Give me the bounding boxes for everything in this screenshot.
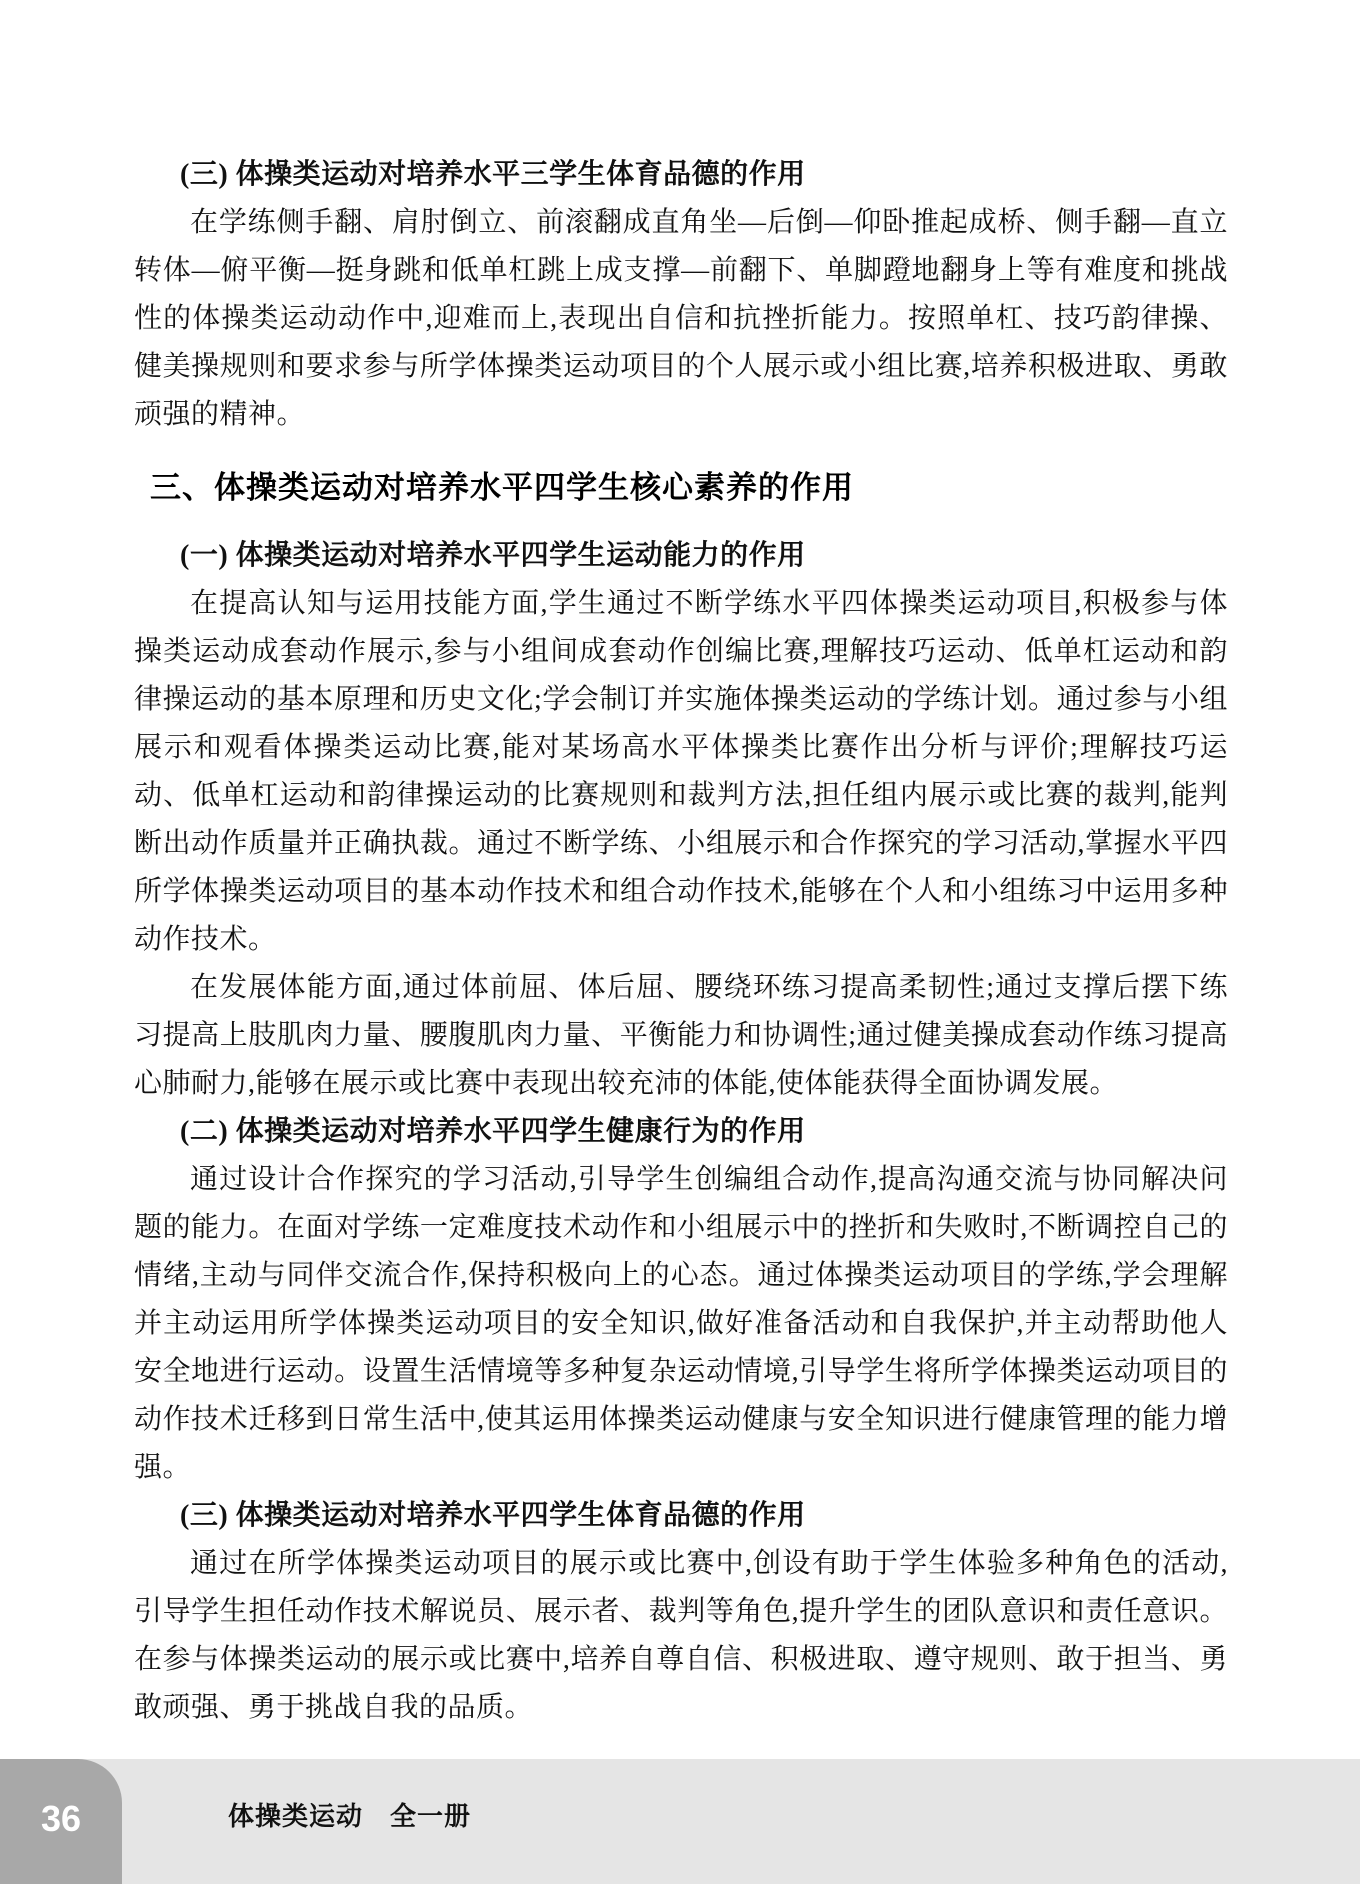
page-number-tab	[0, 1759, 122, 1884]
paragraph-level3-morality: 在学练侧手翻、肩肘倒立、前滚翻成直角坐—后倒—仰卧推起成桥、侧手翻—直立转体—俯平衡—挺身跳和低单杠跳上成支撑—前翻下、单脚蹬地翻身上等有难度和挑战性的体操类运动动作中,迎难而上,表现出自信和抗挫折能力。按照单杠、技巧韵律操、健美操规则和要求参与所学体操类运动项目的个人展示或小组比赛,培养积极进取、勇敢顽强的精神。	[134, 207, 1228, 430]
page-content	[134, 151, 1228, 1732]
footer-bar	[0, 1759, 1360, 1884]
paragraph-level4-sports-morality: 通过在所学体操类运动项目的展示或比赛中,创设有助于学生体验多种角色的活动,引导学生担任动作技术解说员、展示者、裁判等角色,提升学生的团队意识和责任意识。在参与体操类运动的展示或比赛中,培养自尊自信、积极进取、遵守规则、敢于担当、勇敢顽强、勇于挑战自我的品质。	[134, 1548, 1228, 1723]
page-number: 36	[40, 1797, 82, 1839]
subheading-level4-motor-ability: (一) 体操类运动对培养水平四学生运动能力的作用	[180, 540, 806, 571]
subheading-level4-sports-morality: (三) 体操类运动对培养水平四学生体育品德的作用	[180, 1500, 806, 1531]
subheading-level4-healthy-behavior: (二) 体操类运动对培养水平四学生健康行为的作用	[180, 1116, 806, 1147]
section-heading-level4-core-literacy: 三、体操类运动对培养水平四学生核心素养的作用	[150, 470, 854, 505]
paragraph-level4-cognition-skills: 在提高认知与运用技能方面,学生通过不断学练水平四体操类运动项目,积极参与体操类运动成套动作展示,参与小组间成套动作创编比赛,理解技巧运动、低单杠运动和韵律操运动的基本原理和历史文化;学会制订并实施体操类运动的学练计划。通过参与小组展示和观看体操类运动比赛,能对某场高水平体操类比赛作出分析与评价;理解技巧运动、低单杠运动和韵律操运动的比赛规则和裁判方法,担任组内展示或比赛的裁判,能判断出动作质量并正确执裁。通过不断学练、小组展示和合作探究的学习活动,掌握水平四所学体操类运动项目的基本动作技术和组合动作技术,能够在个人和小组练习中运用多种动作技术。	[134, 588, 1228, 955]
paragraph-level4-physical-fitness: 在发展体能方面,通过体前屈、体后屈、腰绕环练习提高柔韧性;通过支撑后摆下练习提高上肢肌肉力量、腰腹肌肉力量、平衡能力和协调性;通过健美操成套动作练习提高心肺耐力,能够在展示或比赛中表现出较充沛的体能,使体能获得全面协调发展。	[134, 972, 1228, 1099]
subheading-level3-sports-morality: (三) 体操类运动对培养水平三学生体育品德的作用	[180, 159, 806, 190]
footer-book-title: 体操类运动 全一册	[228, 1800, 472, 1831]
paragraph-level4-healthy-behavior: 通过设计合作探究的学习活动,引导学生创编组合动作,提高沟通交流与协同解决问题的能力。在面对学练一定难度技术动作和小组展示中的挫折和失败时,不断调控自己的情绪,主动与同伴交流合作,保持积极向上的心态。通过体操类运动项目的学练,学会理解并主动运用所学体操类运动项目的安全知识,做好准备活动和自我保护,并主动帮助他人安全地进行运动。设置生活情境等多种复杂运动情境,引导学生将所学体操类运动项目的动作技术迁移到日常生活中,使其运用体操类运动健康与安全知识进行健康管理的能力增强。	[134, 1164, 1228, 1483]
